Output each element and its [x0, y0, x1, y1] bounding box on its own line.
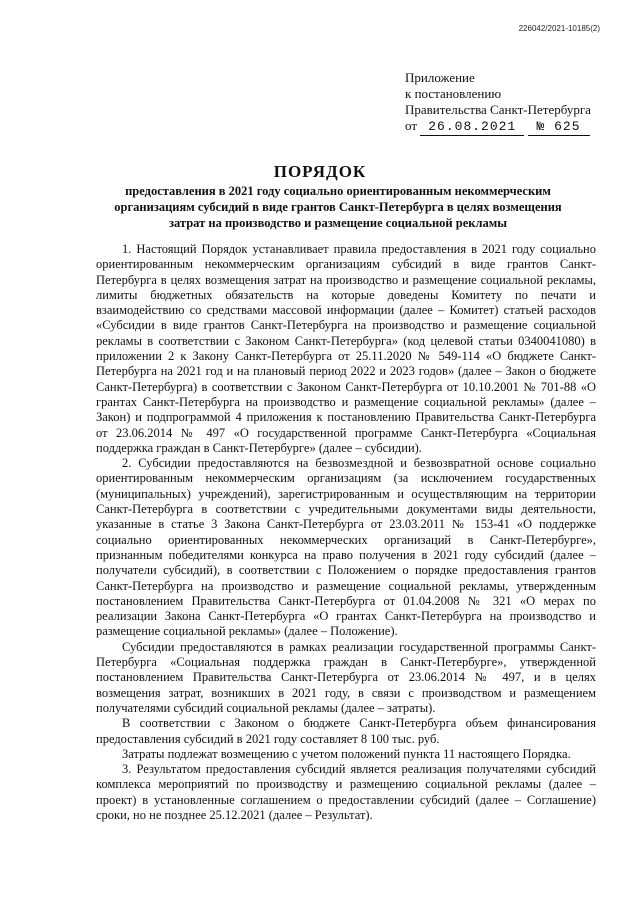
appendix-from-label: от	[405, 118, 418, 133]
document-title: ПОРЯДОК	[273, 162, 367, 181]
appendix-line-1: Приложение	[405, 70, 475, 85]
appendix-line-3: Правительства Санкт-Петербурга	[405, 102, 591, 117]
paragraph: В соответствии с Законом о бюджете Санкт-Петербурга объем финансирования предоставления субсидий в 2021 году составляет 8 100 тыс. руб.	[96, 716, 596, 746]
appendix-number-field	[528, 119, 590, 136]
paragraph: 3. Результатом предоставления субсидий является реализация получателями субсидий комплекса мероприятий по производству и размещению социальной рекламы (далее – проект) в установленные соглашением о предоставлении субсидий (далее – Соглашение) сроки, но не позднее 25.12.2021 (далее – Результат).	[96, 762, 596, 822]
document-registration-number: 226042/2021-10185(2)	[518, 24, 600, 33]
paragraph: Субсидии предоставляются в рамках реализации государственной программы Санкт-Петербурга «Социальная поддержка граждан в Санкт-Петербурге», утвержденной постановлением Правительства Санкт-Петербурга от 23.06.2014 № 497, и в целях возмещения затрат, возникших в 2021 году, в связи с производством и размещением получателями субсидий социальной рекламы (далее – затраты).	[96, 639, 596, 715]
document-subtitle: предоставления в 2021 году социально ориентированным некоммерческим организациям субсидий в виде грантов Санкт-Петербурга в целях возмещения затрат на производство и размещение социальной рекламы	[114, 184, 562, 230]
appendix-date: 26.08.2021	[420, 119, 524, 136]
paragraph: 2. Субсидии предоставляются на безвозмездной и безвозвратной основе социально ориентированным некоммерческим организациям (за исключением государственных (муниципальных) учреждений), зарегистрированным и осуществляющим на территории Санкт-Петербурга в соответствии с учредительными документами виды деятельности, указанные в статье 3 Закона Санкт-Петербурга от 23.03.2011 № 153-41 «О поддержке социально ориентированных некоммерческих организаций в Санкт-Петербурге», признанным победителями конкурса на право получения в 2021 году субсидий (далее – получатели субсидий), в соответствии с Положением о порядке предоставления грантов Санкт-Петербурга на производство и размещение социальной рекламы, утвержденным постановлением Правительства Санкт-Петербурга от 01.04.2008 № 321 «О мерах по реализации Закона Санкт-Петербурга «О грантах Санкт-Петербурга на производство и размещение социальной рекламы» (далее – Положение).	[96, 456, 596, 639]
appendix-date-line	[405, 118, 591, 136]
document-body	[96, 242, 596, 823]
appendix-block	[405, 70, 591, 136]
paragraph: Затраты подлежат возмещению с учетом положений пункта 11 настоящего Порядка.	[122, 746, 571, 761]
appendix-line-2: к постановлению	[405, 86, 502, 101]
appendix-number-label: №	[536, 119, 546, 134]
appendix-number: 625	[554, 119, 581, 134]
paragraph: 1. Настоящий Порядок устанавливает правила предоставления в 2021 году социально ориентированным некоммерческим организациям субсидий в виде грантов Санкт-Петербурга в целях возмещения затрат на производство и размещение социальной рекламы, лимиты бюджетных обязательств на которые доведены Комитету по печати и взаимодействию со средствами массовой информации (далее – Комитет) статьей расходов «Субсидии в виде грантов Санкт-Петербурга на производство и размещение социальной рекламы в соответствии с Законом Санкт-Петербурга» (код целевой статьи 0340041080) в приложении 2 к Закону Санкт-Петербурга от 25.11.2020 № 549-114 «О бюджете Санкт-Петербурга на 2021 год и на плановый период 2022 и 2023 годов» (далее – Закон о бюджете Санкт-Петербурга) в соответствии с Законом Санкт-Петербурга от 10.10.2001 № 701-88 «О грантах Санкт-Петербурга на производство и размещение социальной рекламы» (далее – Закон) и подпрограммой 4 приложения к постановлению Правительства Санкт-Петербурга от 23.06.2014 № 497 «О государственной программе Санкт-Петербурга «Социальная поддержка граждан в Санкт-Петербурге» (далее – субсидии).	[96, 242, 596, 455]
